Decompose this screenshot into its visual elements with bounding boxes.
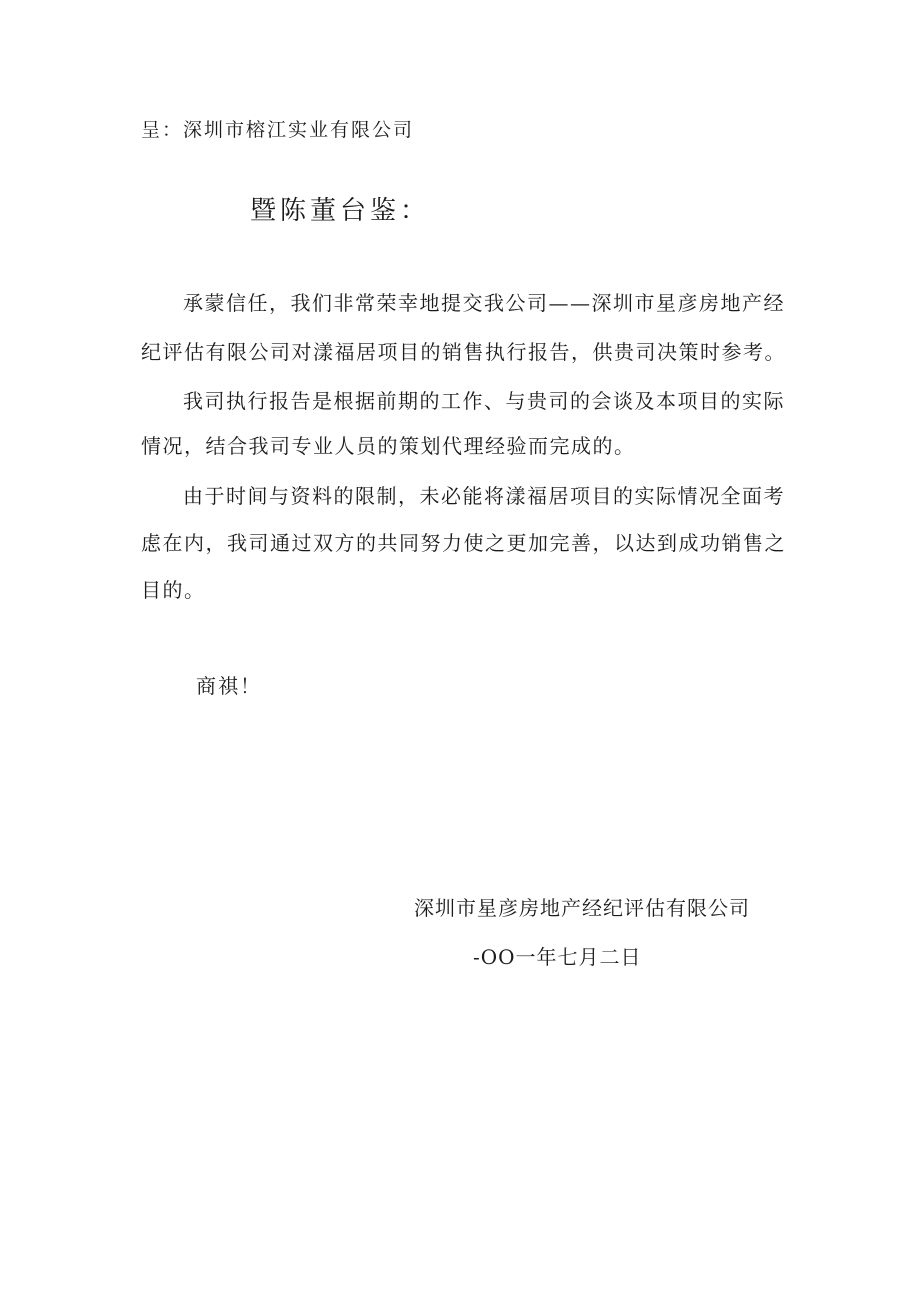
closing-phrase: 商祺！ [196, 674, 262, 698]
salutation: 暨陈董台鉴： [250, 196, 431, 226]
signature-company: 深圳市星彦房地产经纪评估有限公司 [414, 896, 750, 920]
signature-date: -OO一年七月二日 [473, 945, 642, 969]
paragraph-3-line-1: 由于时间与资料的限制，未必能将漾福居项目的实际情况全面考 [183, 484, 785, 508]
paragraph-3-line-2: 虑在内，我司通过双方的共同努力使之更加完善，以达到成功销售之 [141, 531, 786, 555]
paragraph-1-line-1: 承蒙信任，我们非常荣幸地提交我公司——深圳市星彦房地产经 [183, 291, 785, 315]
paragraph-2-line-1: 我司执行报告是根据前期的工作、与贵司的会谈及本项目的实际 [183, 389, 785, 413]
recipient-line: 呈：深圳市榕江实业有限公司 [141, 119, 415, 141]
paragraph-2-line-2: 情况，结合我司专业人员的策划代理经验而完成的。 [141, 434, 636, 458]
paragraph-1-line-2: 纪评估有限公司对漾福居项目的销售执行报告，供贵司决策时参考。 [141, 340, 786, 364]
paragraph-3-line-3: 目的。 [141, 578, 206, 602]
